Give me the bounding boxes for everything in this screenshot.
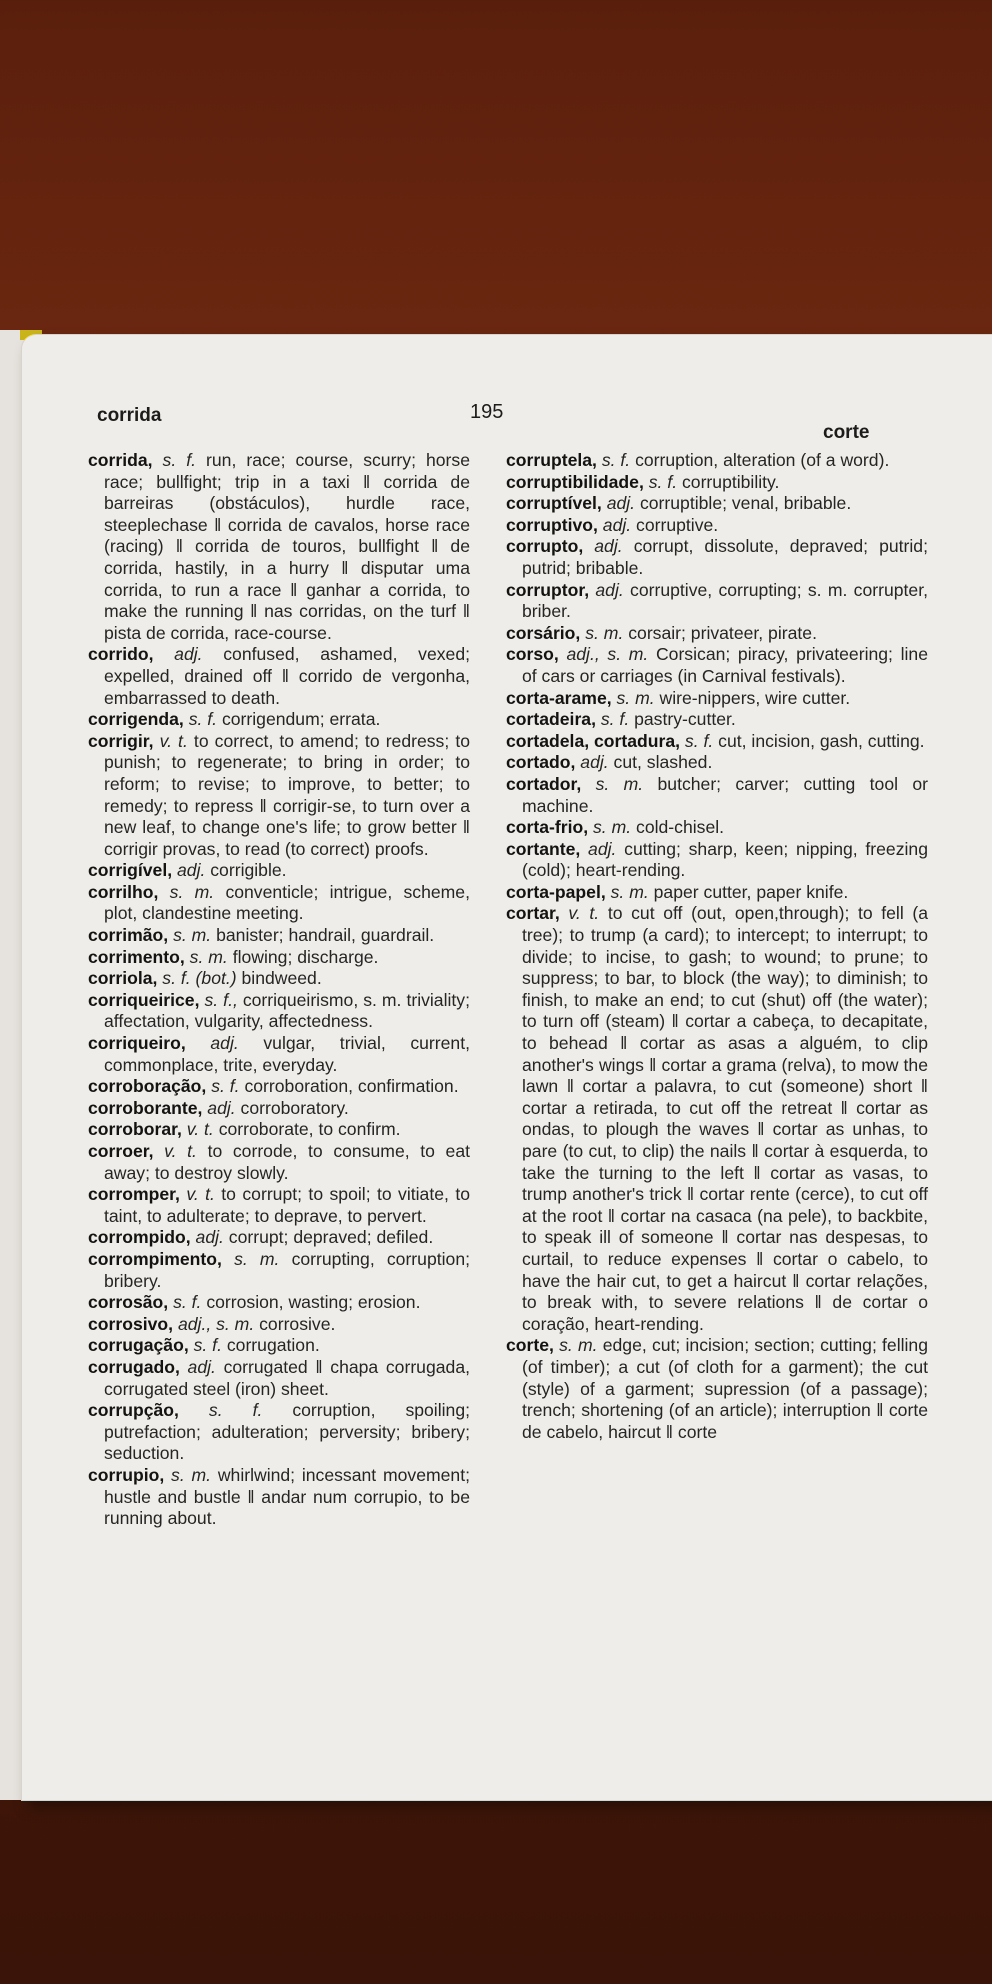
dictionary-entry: corrupto, adj. corrupt, dissolute, depraved; putrid; putrid; bribable.: [506, 536, 928, 578]
dictionary-entry: corta-papel, s. m. paper cutter, paper knife.: [506, 881, 849, 902]
dictionary-entry: corroer, v. t. to corrode, to consume, to eat away; to destroy slowly.: [88, 1141, 471, 1183]
dictionary-entry: corta-arame, s. m. wire-nippers, wire cutter.: [506, 687, 851, 708]
dictionary-entry: corrigenda, s. f. corrigendum; errata.: [88, 709, 381, 730]
dictionary-entry: corrido, adj. confused, ashamed, vexed; expelled, drained off ‖ corrido de vergonha, embarrassed to death.: [88, 644, 471, 708]
dictionary-entry: corruptível, adj. corruptible; venal, bribable.: [506, 493, 852, 514]
dictionary-entry: corriqueirice, s. f., corriqueirismo, s. m. triviality; affectation, vulgarity, affectedness.: [88, 989, 470, 1032]
dictionary-entry: corsário, s. m. corsair; privateer, pirate.: [506, 622, 817, 643]
dictionary-entry: cortadeira, s. f. pastry-cutter.: [506, 709, 736, 730]
dictionary-entry: corso, adj., s. m. Corsican; piracy, privateering; line of cars or carriages (in Carnival festivals).: [506, 644, 928, 686]
dictionary-entry: cortante, adj. cutting; sharp, keen; nipping, freezing (cold); heart-rending.: [506, 838, 928, 881]
guide-word-last: corte: [823, 422, 870, 443]
guide-word-first: corrida: [97, 405, 162, 426]
dictionary-entry: cortar, v. t. to cut off (out, open,through); to fell (a tree); to trump (a card); to intercept; to interrupt; to divide; to incise, to gash; to wound; to prune; to suppress; to bar, to block (the way); to diminish; to finish, to make an end; to cut (shut) off (the water); to turn off (steam) ‖ cortar a cabeça, to decapitate, to behead ‖ cortar as asas a alguém, to clip another's wings ‖ cortar a grama (relva), to mow the lawn ‖ cortar a palavra, to cut (someone) short ‖ cortar a retirada, to cut off the retreat ‖ cortar as ondas, to plough the waves ‖ cortar as unhas, to pare (to cut, to clip) the nails ‖ cortar à esquerda, to take the turning to the left ‖ cortar as vasas, to trump another's trick ‖ cortar rente (cerce), to cut off at the root ‖ cortar na casaca (na pele), to backbite, to speak ill of someone ‖ cortar nas despesas, to curtail, to reduce expenses ‖ cortar o cabelo, to have the hair cut, to get a haircut ‖ cortar relações, to break with, to severe relations ‖ de cortar o coração, heart-rending.: [506, 903, 929, 1334]
dictionary-entry: corroboração, s. f. corroboration, confirmation.: [88, 1076, 459, 1097]
dictionary-entry: corruptor, adj. corruptive, corrupting; s. m. corrupter, briber.: [506, 579, 928, 622]
dictionary-entry: corruptivo, adj. corruptive.: [506, 514, 719, 535]
left-column: [88, 450, 470, 1530]
dictionary-entry: corte, s. m. edge, cut; incision; section; cutting; felling (of timber); a cut (of cloth for a garment); the cut (style) of a garment; supression (of a passage); trench; shortening (of an article); interruption ‖ corte de cabelo, haircut ‖ corte: [506, 1335, 928, 1442]
dictionary-entry: corrigir, v. t. to correct, to amend; to redress; to punish; to regenerate; to bring in order; to reform; to revise; to improve, to better; to remedy; to repress ‖ corrigir-se, to turn over a new leaf, to change one's life; to grow better ‖ corrigir provas, to read (to correct) proofs.: [88, 730, 470, 859]
dictionary-entry: corrilho, s. m. conventicle; intrigue, scheme, plot, clandestine meeting.: [88, 881, 470, 924]
dictionary-entry: corrupio, s. m. whirlwind; incessant movement; hustle and bustle ‖ andar num corrupio, to be running about.: [88, 1464, 470, 1529]
right-column: [506, 450, 928, 1443]
dictionary-entry: corrosão, s. f. corrosion, wasting; erosion.: [88, 1292, 421, 1313]
dictionary-entry: corrompido, adj. corrupt; depraved; defiled.: [88, 1227, 434, 1248]
dictionary-entry: corrosivo, adj., s. m. corrosive.: [88, 1313, 336, 1334]
dictionary-entry: corrugado, adj. corrugated ‖ chapa corrugada, corrugated steel (iron) sheet.: [88, 1356, 470, 1399]
dictionary-entry: corrigível, adj. corrigible.: [88, 860, 287, 881]
dictionary-entry: cortador, s. m. butcher; carver; cutting tool or machine.: [506, 773, 928, 816]
dictionary-entry: corroborar, v. t. corroborate, to confirm.: [88, 1119, 401, 1140]
dictionary-entry: corrugação, s. f. corrugation.: [88, 1335, 320, 1356]
dictionary-entry: corruptibilidade, s. f. corruptibility.: [506, 471, 780, 492]
dictionary-entry: corriqueiro, adj. vulgar, trivial, current, commonplace, trite, everyday.: [88, 1033, 470, 1075]
dictionary-entry: corroborante, adj. corroboratory.: [88, 1097, 349, 1118]
dictionary-entry: corta-frio, s. m. cold-chisel.: [506, 817, 725, 838]
dictionary-entry: corrimento, s. m. flowing; discharge.: [88, 946, 379, 967]
page-number: 195: [470, 401, 504, 423]
dictionary-entry: corrimão, s. m. banister; handrail, guardrail.: [88, 925, 435, 946]
dictionary-entry: corriola, s. f. (bot.) bindweed.: [88, 968, 322, 989]
dictionary-entry: corrompimento, s. m. corrupting, corruption; bribery.: [88, 1248, 470, 1291]
dictionary-entry: cortado, adj. cut, slashed.: [506, 752, 713, 773]
dictionary-entry: corrupção, s. f. corruption, spoiling; putrefaction; adulteration; perversity; bribery; seduction.: [88, 1400, 470, 1464]
dictionary-entry: corruptela, s. f. corruption, alteration (of a word).: [506, 450, 890, 470]
dictionary-entry: corromper, v. t. to corrupt; to spoil; to vitiate, to taint, to adulterate; to deprave, to pervert.: [88, 1184, 470, 1226]
dictionary-entry: corrida, s. f. run, race; course, scurry; horse race; bullfight; trip in a taxi ‖ corrida de barreiras (obstáculos), hurdle race, steeplechase ‖ corrida de cavalos, horse race (racing) ‖ corrida de touros, bullfight ‖ de corrida, hastily, in a hurry ‖ disputar uma corrida, to run a race ‖ ganhar a corrida, to make the running ‖ nas corridas, on the turf ‖ pista de corrida, race-course.: [88, 450, 470, 643]
dictionary-entry: cortadela, cortadura, s. f. cut, incision, gash, cutting.: [506, 730, 925, 751]
page-header: [0, 395, 992, 443]
